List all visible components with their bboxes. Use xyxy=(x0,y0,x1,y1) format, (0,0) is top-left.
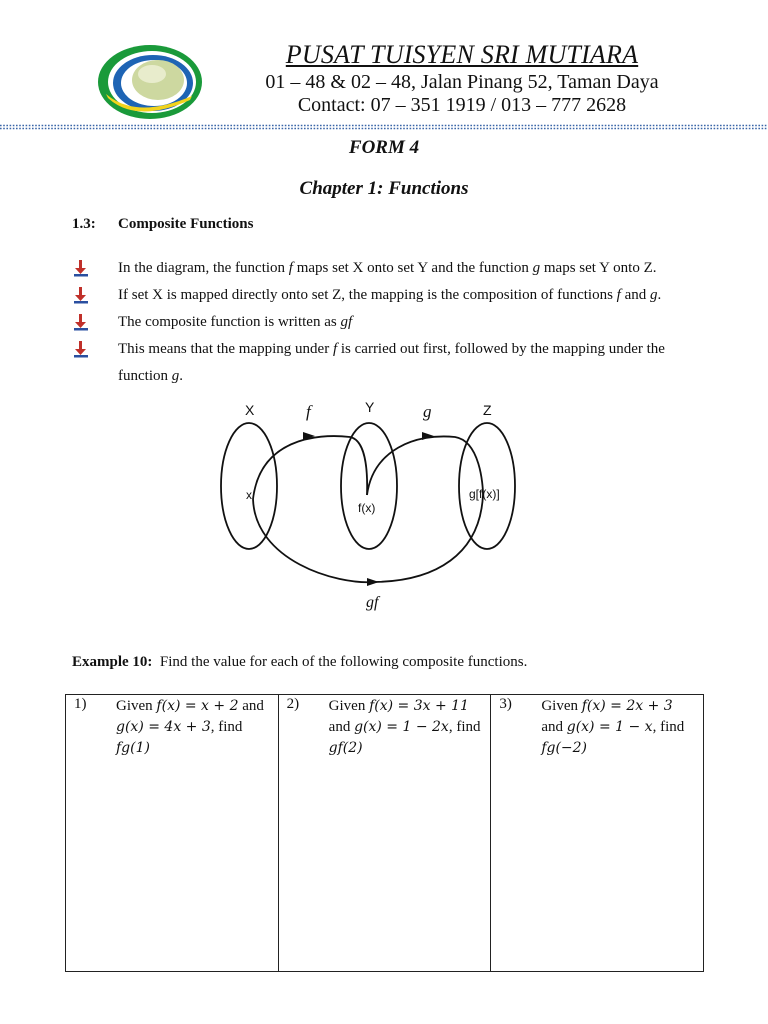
composite-function-diagram xyxy=(215,395,535,615)
element-fx: f(x) xyxy=(358,501,376,515)
question-text: Given f(x) = 3x + 11 and g(x) = 1 − 2x, find gf(2) xyxy=(328,698,481,756)
arrow-label-f: f xyxy=(306,402,311,421)
center-name: PUSAT TUISYEN SRI MUTIARA xyxy=(285,40,639,69)
question-cell-3 xyxy=(491,695,704,972)
question-text: Given f(x) = x + 2 and g(x) = 4x + 3, find fg(1) xyxy=(116,698,264,756)
arrowhead-g-icon xyxy=(422,432,434,440)
set-label-z: Z xyxy=(483,402,492,418)
element-x: x xyxy=(246,488,252,502)
question-number: 3) xyxy=(499,696,512,712)
set-label-x: X xyxy=(245,402,255,418)
red-arrow-bullet-icon xyxy=(72,340,90,358)
find-target: fg(1) xyxy=(116,740,150,756)
bullet-text: In the diagram, the function f maps set X onto set Y and the function g maps set Y onto Z. xyxy=(118,260,657,276)
g-definition: g(x) = 1 − 2x xyxy=(354,719,449,735)
arrow-label-g: g xyxy=(423,402,432,421)
set-label-y: Y xyxy=(365,399,375,415)
red-arrow-bullet-icon xyxy=(72,286,90,304)
question-text: Given f(x) = 2x + 3 and g(x) = 1 − x, find fg(−2) xyxy=(541,698,685,756)
red-arrow-bullet-icon xyxy=(72,259,90,277)
f-definition: f(x) = 3x + 11 xyxy=(369,698,469,714)
find-target: fg(−2) xyxy=(541,740,588,756)
section-title: Composite Functions xyxy=(118,216,254,232)
tuition-center-logo-icon xyxy=(96,42,204,122)
example-label: Example 10: xyxy=(72,654,153,670)
element-gfx: g[f(x)] xyxy=(469,487,500,501)
form-heading: FORM 4 xyxy=(348,137,420,158)
find-target: gf(2) xyxy=(328,740,363,756)
chapter-heading: Chapter 1: Functions xyxy=(299,178,469,199)
bullet-text: If set X is mapped directly onto set Z, the mapping is the composition of functions f and g. xyxy=(118,287,662,303)
questions-table xyxy=(65,694,704,972)
set-x-oval xyxy=(221,423,277,549)
question-cell-2 xyxy=(278,695,491,972)
center-address: 01 – 48 & 02 – 48, Jalan Pinang 52, Taman Daya xyxy=(265,71,659,93)
arrow-label-gf: gf xyxy=(366,594,379,611)
section-number: 1.3: xyxy=(72,216,96,232)
set-z-oval xyxy=(459,423,515,549)
bullet-text: This means that the mapping under f is carried out first, followed by the mapping under the function g. xyxy=(118,341,665,384)
dotted-divider xyxy=(0,124,768,130)
g-definition: g(x) = 1 − x xyxy=(566,719,653,735)
bullet-text: The composite function is written as gf xyxy=(118,314,353,330)
f-definition: f(x) = 2x + 3 xyxy=(581,698,673,714)
example-instruction: Find the value for each of the following composite functions. xyxy=(159,654,528,670)
header xyxy=(0,0,768,140)
center-contact: Contact: 07 – 351 1919 / 013 – 777 2628 xyxy=(297,94,627,116)
question-cell-1 xyxy=(66,695,279,972)
g-definition: g(x) = 4x + 3 xyxy=(116,719,211,735)
f-definition: f(x) = x + 2 xyxy=(156,698,239,714)
question-number: 2) xyxy=(286,696,300,712)
red-arrow-bullet-icon xyxy=(72,313,90,331)
arrowhead-gf-icon xyxy=(367,578,379,586)
question-number: 1) xyxy=(74,696,87,712)
example-heading xyxy=(72,654,527,671)
